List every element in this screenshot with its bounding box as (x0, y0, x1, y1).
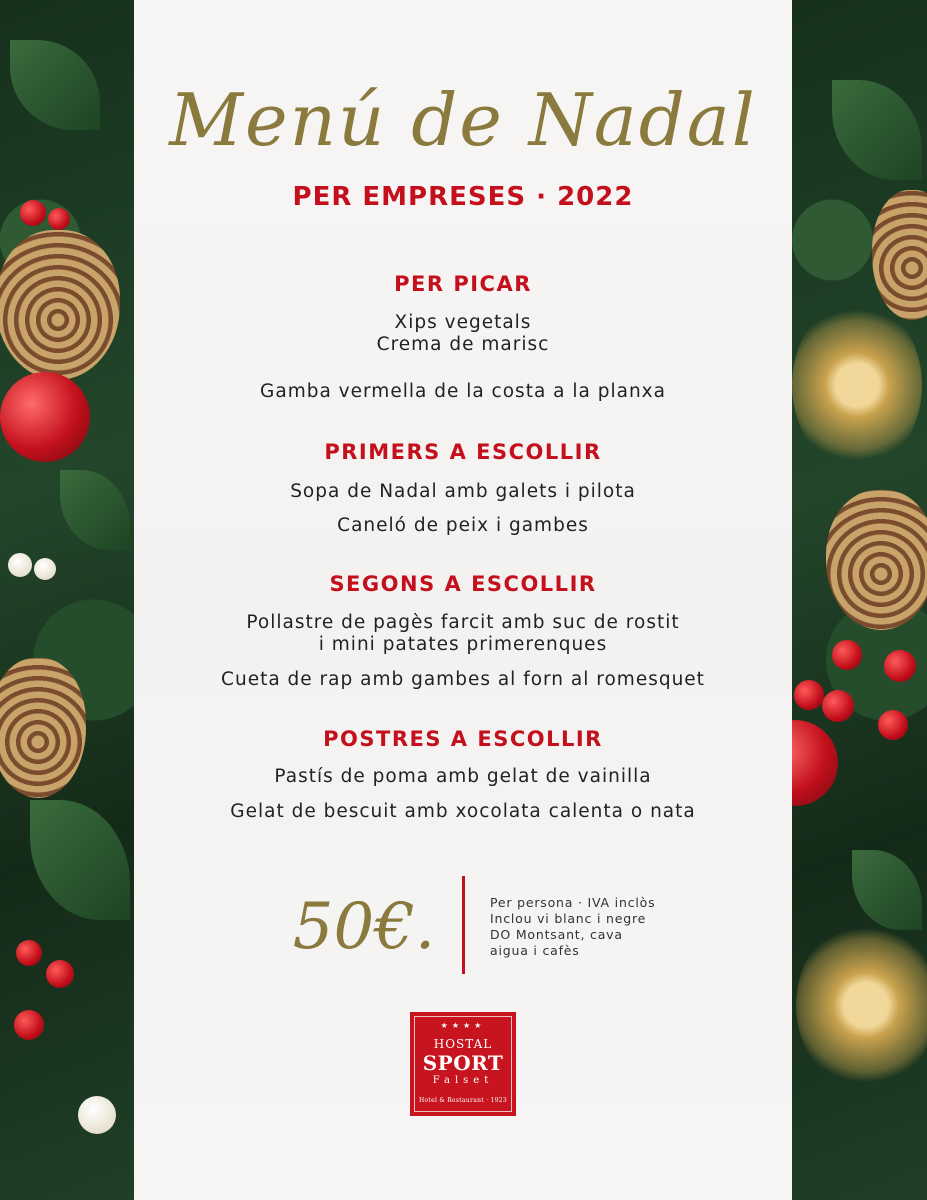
menu-item: Caneló de peix i gambes (337, 515, 589, 536)
holly-leaf-icon (852, 850, 922, 930)
pine-cone-icon (0, 230, 120, 380)
logo-stars: ★★★★ (440, 1021, 486, 1030)
right-foliage-border (792, 0, 927, 1200)
left-foliage-border (0, 0, 134, 1200)
menu-title: Menú de Nadal (169, 78, 757, 162)
hostal-sport-logo (410, 1012, 516, 1116)
logo-line-tagline: Hotel & Restaurant · 1923 (418, 1097, 508, 1104)
logo-line-sport: SPORT (422, 1051, 504, 1075)
section-title-primers: PRIMERS A ESCOLLIR (324, 440, 602, 464)
menu-item: Gelat de bescuit amb xocolata calenta o nata (230, 801, 696, 822)
menu-item: Xips vegetals (394, 312, 532, 333)
red-bauble-icon (792, 720, 838, 806)
ivy-leaf-icon (30, 800, 130, 920)
menu-item: i mini patates primerenques (318, 634, 608, 655)
menu-item: Pastís de poma amb gelat de vainilla (274, 766, 652, 787)
price-note: Per persona · IVA inclòs (490, 895, 656, 910)
berry-icon (48, 208, 70, 230)
berry-icon (46, 960, 74, 988)
menu-item: Crema de marisc (376, 334, 550, 355)
logo-line-hostal: HOSTAL (433, 1037, 493, 1051)
berry-icon (16, 940, 42, 966)
mistletoe-berry-icon (8, 553, 32, 577)
pine-cone-icon (0, 658, 86, 798)
mistletoe-berry-icon (78, 1096, 116, 1134)
logo-line-falset: Falset (432, 1075, 494, 1086)
berry-icon (878, 710, 908, 740)
berry-icon (20, 200, 46, 226)
price-note: Inclou vi blanc i negre (490, 911, 647, 926)
berry-icon (14, 1010, 44, 1040)
berry-icon (822, 690, 854, 722)
holly-leaf-icon (10, 40, 100, 130)
gold-thistle-icon (792, 300, 922, 470)
ivy-leaf-icon (832, 80, 922, 180)
price-note: DO Montsant, cava (490, 927, 623, 942)
berry-icon (832, 640, 862, 670)
menu-item: Gamba vermella de la costa a la planxa (260, 381, 666, 402)
menu-item: Pollastre de pagès farcit amb suc de rostit (246, 612, 680, 633)
gold-thistle-icon (796, 920, 927, 1090)
pine-cone-icon (872, 190, 927, 320)
red-bauble-icon (0, 372, 90, 462)
price-notes (490, 895, 730, 959)
berry-icon (884, 650, 916, 682)
section-title-segons: SEGONS A ESCOLLIR (329, 572, 597, 596)
menu-panel (134, 0, 792, 1200)
pine-cone-icon (826, 490, 927, 630)
menu-item: Cueta de rap amb gambes al forn al romesquet (221, 669, 705, 690)
menu-subtitle: PER EMPRESES · 2022 (292, 182, 634, 212)
menu-item: Sopa de Nadal amb galets i pilota (290, 481, 636, 502)
price-divider (462, 876, 465, 974)
mistletoe-berry-icon (34, 558, 56, 580)
berry-icon (794, 680, 824, 710)
fir-branch-icon (60, 470, 130, 550)
section-title-per-picar: PER PICAR (394, 272, 532, 296)
price-note: aigua i cafès (490, 943, 580, 958)
price-amount: 50€. (292, 890, 436, 964)
section-title-postres: POSTRES A ESCOLLIR (323, 727, 603, 751)
